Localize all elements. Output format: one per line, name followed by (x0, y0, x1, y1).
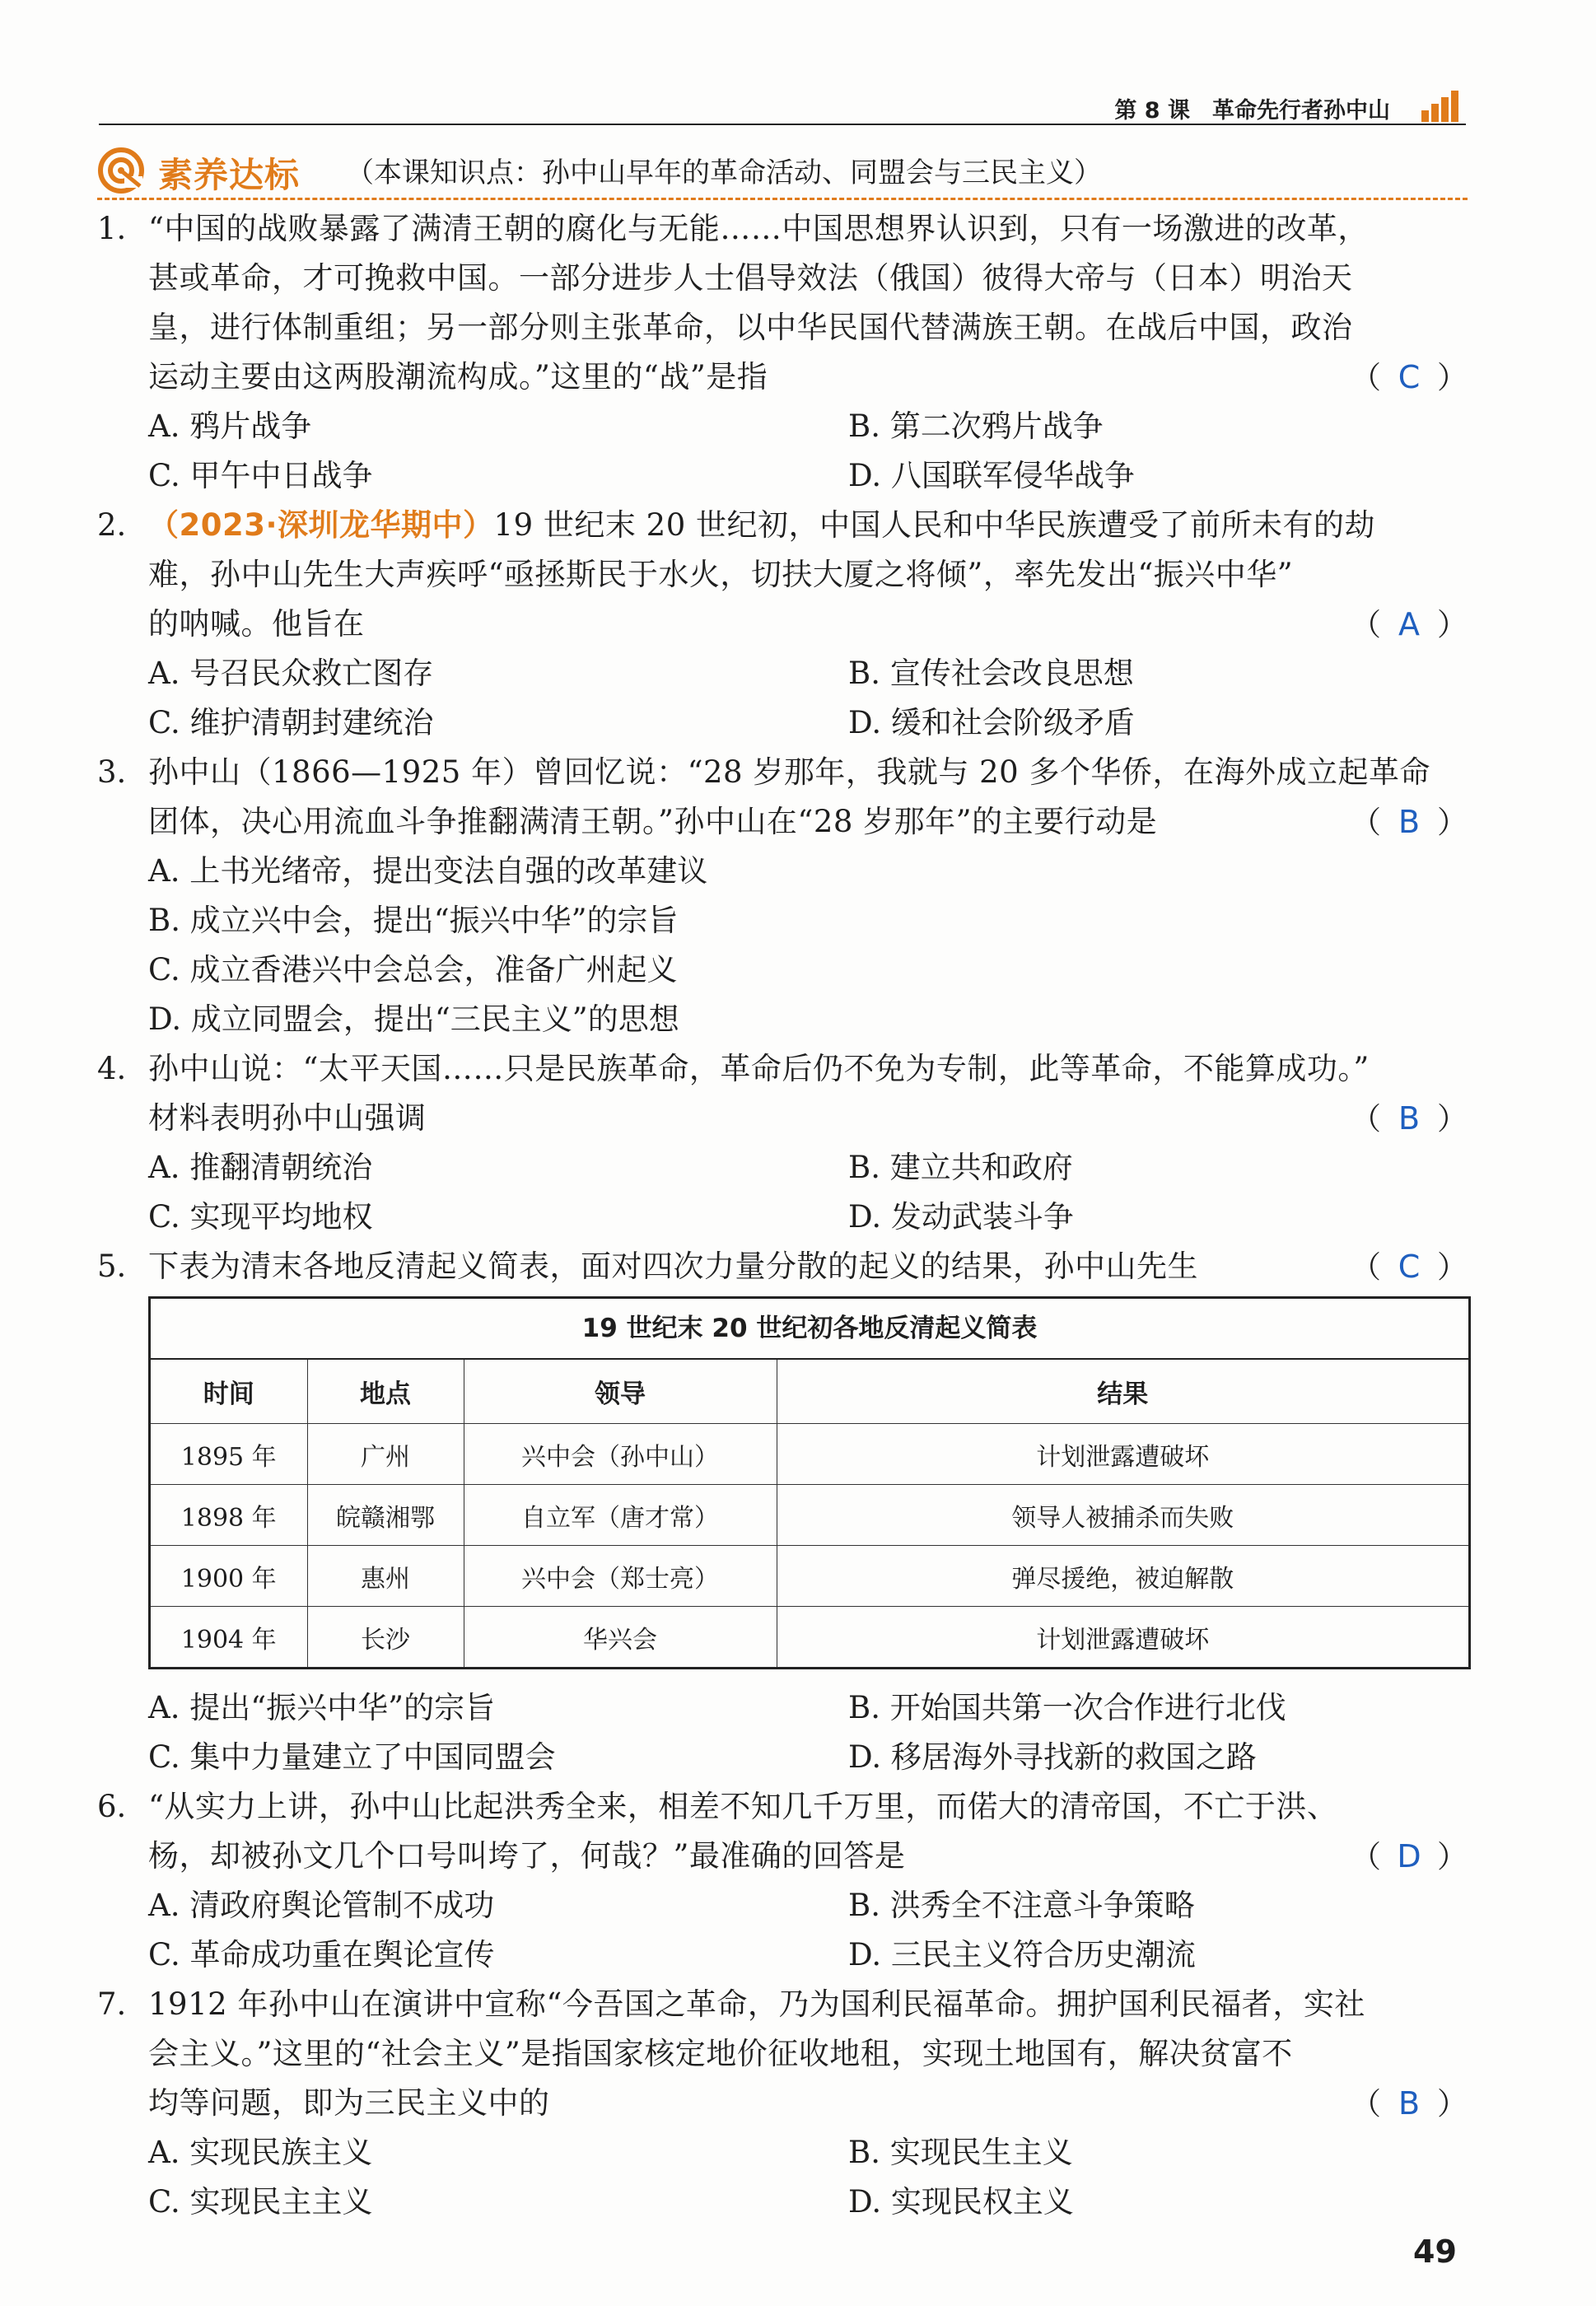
question-text-line: 团体，决心用流血斗争推翻满清王朝。”孙中山在“28 岁那年”的主要行动是 (148, 804, 1158, 839)
answer-blank: （ C ） (1351, 1242, 1468, 1292)
table-cell: 计划泄露遭破坏 (777, 1424, 1468, 1485)
answer-blank: （ B ） (1351, 797, 1468, 847)
column-header: 结果 (777, 1360, 1468, 1424)
option-d: D. 移居海外寻找新的救国之路 (848, 1739, 1257, 1775)
question-number: 3. (97, 754, 127, 790)
table-cell: 弹尽援绝，被迫解散 (777, 1546, 1468, 1607)
question-text-line: 甚或革命，才可挽救中国。一部分进步人士倡导效法（俄国）彼得大帝与（日本）明治天 (148, 260, 1353, 296)
option-b: B. 实现民生主义 (848, 2135, 1073, 2170)
answer-blank: （ A ） (1351, 600, 1468, 650)
table-cell: 长沙 (307, 1607, 464, 1668)
option-a: A. 上书光绪帝，提出变法自强的改革建议 (148, 853, 708, 889)
answer-value: C (1398, 359, 1421, 395)
lesson-header-title: 第 8 课 革命先行者孙中山 (1114, 98, 1390, 124)
question-text-line: 下表为清末各地反清起义简表，面对四次力量分散的起义的结果，孙中山先生 (148, 1249, 1198, 1284)
option-b: B. 开始国共第一次合作进行北伐 (848, 1690, 1286, 1725)
answer-blank: （ B ） (1351, 1094, 1468, 1144)
option-a: A. 提出“振兴中华”的宗旨 (148, 1690, 496, 1725)
option-c: C. 集中力量建立了中国同盟会 (148, 1739, 556, 1775)
table-cell: 1895 年 (151, 1424, 307, 1485)
answer-value: B (1398, 2085, 1421, 2122)
table-cell: 1904 年 (151, 1607, 307, 1668)
question-text-line: 皇，进行体制重组；另一部分则主张革命，以中华民国代替满族王朝。在战后中国，政治 (148, 310, 1353, 345)
answer-value: B (1398, 1100, 1421, 1137)
question-text-line: （2023·深圳龙华期中）19 世纪末 20 世纪初，中国人民和中华民族遭受了前所未有的劫 (148, 507, 1375, 543)
option-c: C. 维护清朝封建统治 (148, 705, 434, 740)
answer-value: A (1398, 606, 1420, 642)
question-number: 2. (97, 507, 127, 543)
option-c: C. 实现平均地权 (148, 1199, 373, 1235)
section-title: 素养达标 (158, 155, 301, 195)
header-rule (99, 124, 1466, 125)
question-text-line: 孙中山（1866—1925 年）曾回忆说：“28 岁那年，我就与 20 多个华侨，在海外成立起革命 (148, 754, 1430, 790)
question-source: （2023·深圳龙华期中） (148, 507, 494, 543)
option-b: B. 宣传社会改良思想 (848, 656, 1134, 691)
question-text-line: “从实力上讲，孙中山比起洪秀全来，相差不知几千万里，而偌大的清帝国，不亡于洪、 (148, 1789, 1338, 1824)
question-number: 5. (97, 1249, 127, 1284)
answer-blank: （ C ） (1351, 352, 1468, 403)
column-header: 时间 (151, 1360, 307, 1424)
option-d: D. 发动武装斗争 (848, 1199, 1074, 1235)
table-cell: 兴中会（郑士亮） (464, 1546, 777, 1607)
option-c: C. 甲午中日战争 (148, 458, 373, 493)
option-d: D. 实现民权主义 (848, 2184, 1074, 2220)
table-cell: 兴中会（孙中山） (464, 1424, 777, 1485)
option-d: D. 成立同盟会，提出“三民主义”的思想 (148, 1001, 679, 1037)
table-cell: 1900 年 (151, 1546, 307, 1607)
question-text-line: 运动主要由这两股潮流构成。”这里的“战”是指 (148, 359, 768, 394)
table-cell: 领导人被捕杀而失败 (777, 1485, 1468, 1546)
table-cell: 皖赣湘鄂 (307, 1485, 464, 1546)
table-row (151, 1485, 1468, 1546)
question-number: 6. (97, 1789, 127, 1824)
question-text-line: 孙中山说：“太平天国……只是民族革命，革命后仍不免为专制，此等革命，不能算成功。” (148, 1051, 1370, 1086)
question-number: 1. (97, 211, 127, 246)
answer-blank: （ D ） (1351, 1832, 1468, 1882)
section-divider (97, 198, 1468, 200)
answer-value: D (1397, 1838, 1421, 1874)
option-c: C. 实现民主主义 (148, 2184, 373, 2220)
question-number: 4. (97, 1051, 127, 1086)
question-text-line: “中国的战败暴露了满清王朝的腐化与无能……中国思想界认识到，只有一场激进的改革， (148, 211, 1369, 246)
table-cell: 华兴会 (464, 1607, 777, 1668)
signal-bars-icon (1421, 89, 1468, 122)
table-row (151, 1424, 1468, 1485)
option-a: A. 号召民众救亡图存 (148, 656, 434, 691)
option-a: A. 鸦片战争 (148, 408, 312, 444)
option-b: B. 成立兴中会，提出“振兴中华”的宗旨 (148, 903, 679, 938)
table-row (151, 1607, 1468, 1668)
question-text-line: 难，孙中山先生大声疾呼“亟拯斯民于水火，切扶大厦之将倾”，率先发出“振兴中华” (148, 557, 1294, 592)
question-text-line: 会主义。”这里的“社会主义”是指国家核定地价征收地租，实现土地国有，解决贫富不 (148, 2036, 1293, 2071)
table-header-row (151, 1360, 1468, 1424)
question-number: 7. (97, 1986, 127, 2022)
option-a: A. 实现民族主义 (148, 2135, 373, 2170)
option-d: D. 八国联军侵华战争 (848, 458, 1135, 493)
option-c: C. 成立香港兴中会总会，准备广州起义 (148, 952, 678, 987)
question-text-line: 材料表明孙中山强调 (148, 1100, 427, 1136)
table-row (151, 1546, 1468, 1607)
question-text-line: 杨，却被孙文几个口号叫垮了，何哉？”最准确的回答是 (148, 1838, 906, 1874)
option-a: A. 清政府舆论管制不成功 (148, 1888, 495, 1923)
table-cell: 惠州 (307, 1546, 464, 1607)
uprising-table (148, 1296, 1471, 1669)
answer-value: B (1398, 804, 1421, 840)
page-number: 49 (1413, 2234, 1457, 2270)
option-b: B. 洪秀全不注意斗争策略 (848, 1888, 1195, 1923)
option-d: D. 缓和社会阶级矛盾 (848, 705, 1135, 740)
question-text-line: 的呐喊。他旨在 (148, 606, 365, 642)
option-b: B. 第二次鸦片战争 (848, 408, 1104, 444)
question-text-line: 均等问题，即为三民主义中的 (148, 2085, 550, 2121)
option-b: B. 建立共和政府 (848, 1150, 1073, 1185)
option-a: A. 推翻清朝统治 (148, 1150, 373, 1185)
table-cell: 自立军（唐才常） (464, 1485, 777, 1546)
answer-value: C (1398, 1249, 1421, 1285)
option-d: D. 三民主义符合历史潮流 (848, 1937, 1196, 1972)
column-header: 地点 (307, 1360, 464, 1424)
option-c: C. 革命成功重在舆论宣传 (148, 1937, 495, 1972)
section-note: （本课知识点：孙中山早年的革命活动、同盟会与三民主义） (346, 156, 1102, 189)
table-cell: 计划泄露遭破坏 (777, 1607, 1468, 1668)
table-caption: 19 世纪末 20 世纪初各地反清起义简表 (151, 1299, 1468, 1360)
table-cell: 1898 年 (151, 1485, 307, 1546)
table-cell: 广州 (307, 1424, 464, 1485)
question-text-line: 1912 年孙中山在演讲中宣称“今吾国之革命，乃为国利民福革命。拥护国利民福者，实社 (148, 1986, 1365, 2022)
answer-blank: （ B ） (1351, 2079, 1468, 2129)
target-icon (97, 147, 145, 194)
column-header: 领导 (464, 1360, 777, 1424)
